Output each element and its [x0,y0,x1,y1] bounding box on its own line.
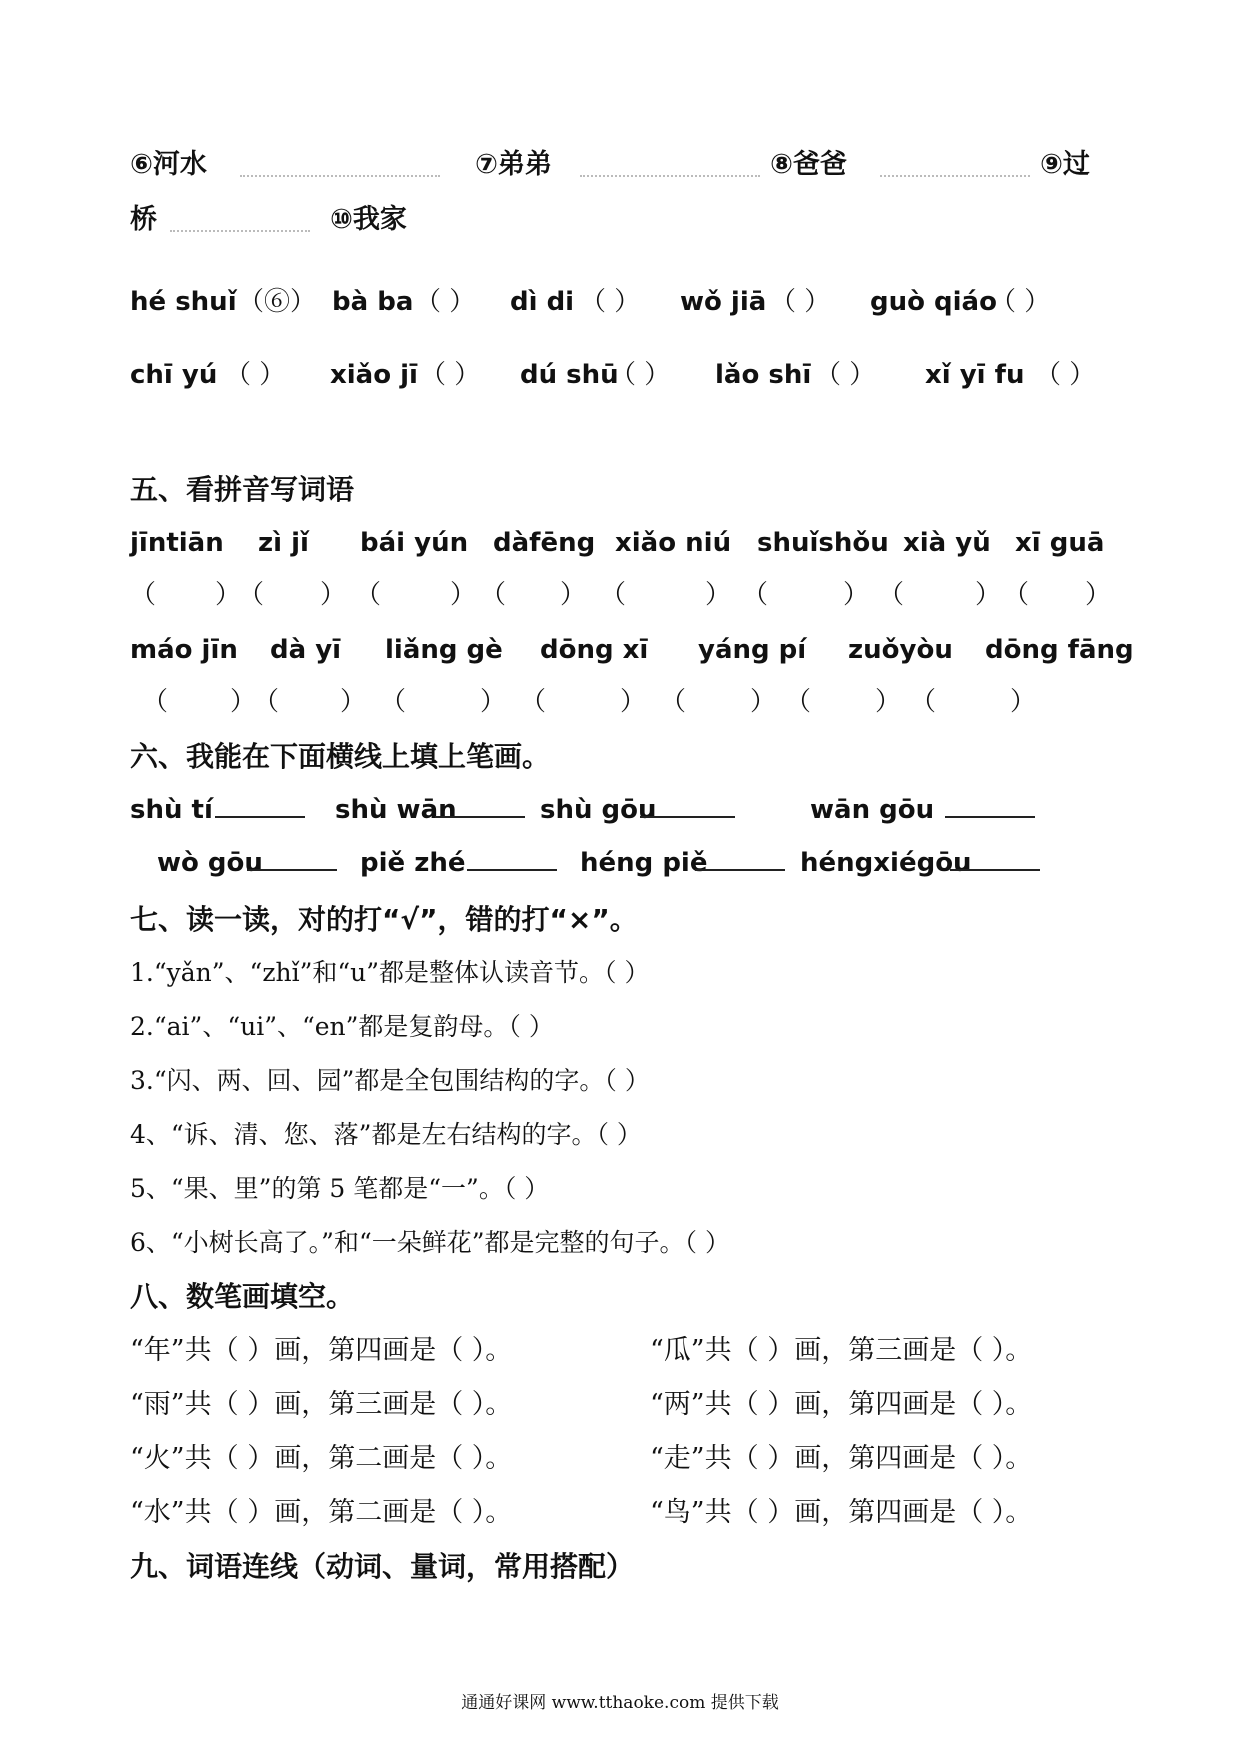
dotted-blank [240,153,440,177]
pinyin-xiao-ji: xiǎo jī [330,360,418,390]
answer-paren: （ ） [420,360,481,390]
stroke-count-item: “两”共（ ）画，第四画是（ ）。 [650,1389,1033,1420]
page-footer: 通通好课网 www.tthaoke.com 提供下载 [461,1693,779,1713]
word-8: ⑧爸爸 [770,149,847,180]
stroke-pinyin: shù wān [335,795,457,825]
paren-open: （ [910,687,937,717]
stroke-count-item: “鸟”共（ ）画，第四画是（ ）。 [650,1497,1033,1528]
section-9-title: 九、词语连线（动词、量词，常用搭配） [130,1550,635,1583]
fill-blank[interactable] [945,790,1035,818]
paren-open: （ [785,687,812,717]
stroke-count-item: “年”共（ ）画，第四画是（ ）。 [130,1335,513,1366]
stroke-count-item: “瓜”共（ ）画，第三画是（ ）。 [650,1335,1033,1366]
paren-close: ） [215,580,242,610]
pinyin-word: jīntiān [130,528,224,558]
pinyin-xi-yi-fu: xǐ yī fu [925,360,1025,390]
fill-blank[interactable] [640,790,735,818]
answer-paren: （ ） [1035,360,1096,390]
paren-open: （ [253,687,280,717]
true-false-item: 4、“诉、清、您、落”都是左右结构的字。（ ） [130,1120,642,1149]
paren-close: ） [843,580,870,610]
pinyin-word: xī guā [1015,528,1105,558]
paren-open: （ [142,687,169,717]
paren-close: ） [705,580,732,610]
stroke-pinyin: héngxiégōu [800,848,972,878]
pinyin-he-shui: hé shuǐ [130,287,237,317]
paren-close: ） [340,687,367,717]
paren-open: （ [130,580,157,610]
paren-close: ） [450,580,477,610]
pinyin-du-shu: dú shū [520,360,619,390]
answer-paren: （ ） [580,287,641,317]
answer-paren: （ ） [815,360,876,390]
paren-close: ） [875,687,902,717]
stroke-pinyin: shù gōu [540,795,657,825]
paren-close: ） [620,687,647,717]
fill-blank[interactable] [695,843,785,871]
pinyin-word: dōng fāng [985,635,1134,665]
fill-blank[interactable] [467,843,557,871]
pinyin-word: yáng pí [698,635,807,665]
paren-open: （ [380,687,407,717]
stroke-pinyin: shù tí [130,795,213,825]
paren-close: ） [320,580,347,610]
fill-blank[interactable] [215,790,305,818]
answer-paren: （ ） [770,287,831,317]
stroke-pinyin: piě zhé [360,848,466,878]
paren-close: ） [750,687,777,717]
section-5-title: 五、看拼音写词语 [130,473,355,506]
pinyin-chi-yu: chī yú [130,360,218,390]
true-false-item: 5、“果、里”的第 5 笔都是“一”。（ ） [130,1174,550,1203]
dotted-blank [170,208,310,232]
pinyin-word: zì jǐ [258,528,309,558]
answer-paren: （⑥） [238,287,317,317]
paren-open: （ [742,580,769,610]
word-9a: ⑨过 [1040,149,1090,180]
pinyin-word: dōng xī [540,635,649,665]
paren-open: （ [355,580,382,610]
stroke-count-item: “水”共（ ）画，第二画是（ ）。 [130,1497,513,1528]
word-7: ⑦弟弟 [475,149,552,180]
paren-close: ） [1010,687,1037,717]
pinyin-word: dàfēng [493,528,596,558]
word-10: ⑩我家 [330,204,407,235]
paren-close: ） [230,687,257,717]
pinyin-word: xiǎo niú [615,528,732,558]
stroke-pinyin: wān gōu [810,795,935,825]
stroke-pinyin: héng piě [580,848,708,878]
stroke-count-item: “火”共（ ）画，第二画是（ ）。 [130,1443,513,1474]
true-false-item: 2.“ai”、“ui”、“en”都是复韵母。（ ） [130,1012,554,1041]
paren-close: ） [480,687,507,717]
word-6: ⑥河水 [130,149,207,180]
section-7-title: 七、读一读，对的打“√”，错的打“×”。 [130,903,638,936]
word-9b: 桥 [130,204,157,235]
paren-open: （ [238,580,265,610]
pinyin-guo-qiao: guò qiáo [870,287,997,317]
paren-open: （ [480,580,507,610]
pinyin-word: máo jīn [130,635,238,665]
pinyin-di-di: dì di [510,287,575,317]
pinyin-word: shuǐshǒu [757,528,889,558]
dotted-blank [580,153,760,177]
answer-paren: （ ） [415,287,476,317]
true-false-item: 3.“闪、两、回、园”都是全包围结构的字。（ ） [130,1066,650,1095]
pinyin-ba-ba: bà ba [332,287,414,317]
fill-blank[interactable] [247,843,337,871]
stroke-count-item: “走”共（ ）画，第四画是（ ）。 [650,1443,1033,1474]
pinyin-word: dà yī [270,635,342,665]
fill-blank[interactable] [435,790,525,818]
answer-paren: （ ） [610,360,671,390]
paren-close: ） [560,580,587,610]
answer-paren: （ ） [990,287,1051,317]
paren-open: （ [600,580,627,610]
answer-paren: （ ） [225,360,286,390]
paren-open: （ [878,580,905,610]
section-8-title: 八、数笔画填空。 [130,1280,355,1313]
fill-blank[interactable] [950,843,1040,871]
pinyin-word: liǎng gè [385,635,503,665]
pinyin-word: xià yǔ [903,528,991,558]
true-false-item: 1.“yǎn”、“zhǐ”和“u”都是整体认读音节。（ ） [130,958,650,987]
pinyin-word: zuǒyòu [848,635,953,665]
stroke-count-item: “雨”共（ ）画，第三画是（ ）。 [130,1389,513,1420]
true-false-item: 6、“小树长高了。”和“一朵鲜花”都是完整的句子。（ ） [130,1228,730,1257]
paren-close: ） [975,580,1002,610]
pinyin-lao-shi: lǎo shī [715,360,812,390]
pinyin-wo-jia: wǒ jiā [680,287,767,317]
paren-close: ） [1085,580,1112,610]
dotted-blank [880,153,1030,177]
paren-open: （ [520,687,547,717]
paren-open: （ [660,687,687,717]
paren-open: （ [1003,580,1030,610]
stroke-pinyin: wò gōu [157,848,263,878]
section-6-title: 六、我能在下面横线上填上笔画。 [130,740,551,773]
pinyin-word: bái yún [360,528,469,558]
